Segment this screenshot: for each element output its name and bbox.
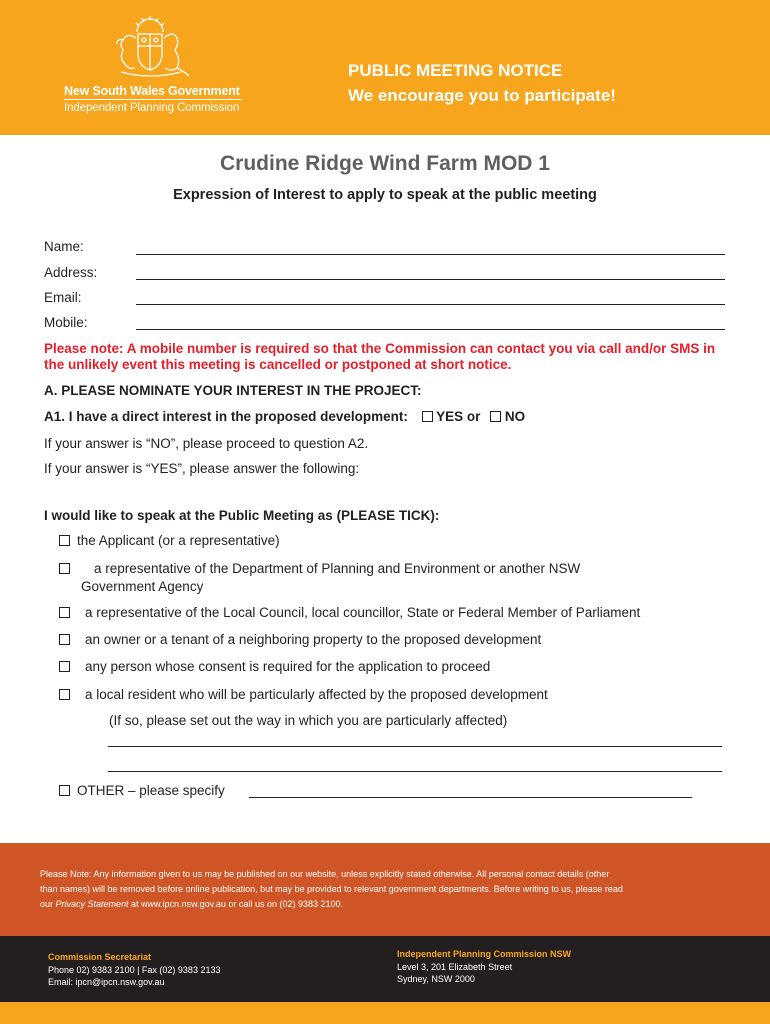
- consent-checkbox[interactable]: [59, 661, 70, 672]
- address-field[interactable]: [136, 279, 725, 280]
- if-yes-instruction: If your answer is “YES”, please answer the following:: [44, 461, 360, 476]
- notice-title: PUBLIC MEETING NOTICE: [348, 61, 563, 80]
- privacy-statement-link[interactable]: Privacy Statement: [55, 899, 129, 909]
- document-title: Crudine Ridge Wind Farm MOD 1: [220, 152, 550, 175]
- footer-address-line-1: Level 3, 201 Elizabeth Street: [397, 961, 513, 972]
- option-applicant: the Applicant (or a representative): [77, 533, 280, 548]
- option-resident: a local resident who will be particularly affected by the proposed development: [85, 687, 548, 702]
- bottom-bar: [0, 1002, 770, 1024]
- footer-address: [397, 948, 571, 986]
- footer-email[interactable]: Email: ipcn@ipcn.nsw.gov.au: [48, 977, 165, 987]
- resident-checkbox[interactable]: [59, 689, 70, 700]
- address-label: Address:: [44, 265, 98, 280]
- privacy-notice: [40, 867, 730, 912]
- privacy-line-3: [40, 897, 730, 912]
- applicant-checkbox[interactable]: [59, 535, 70, 546]
- name-label: Name:: [44, 239, 84, 254]
- name-field[interactable]: [136, 254, 725, 255]
- department-checkbox[interactable]: [59, 563, 70, 574]
- council-checkbox[interactable]: [59, 607, 70, 618]
- privacy-line-3-suffix: at www.ipcn.nsw.gov.au or call us on (02) 9383 2100.: [128, 899, 344, 909]
- option-council: a representative of the Local Council, local councillor, State or Federal Member of Parliament: [85, 605, 641, 620]
- resident-detail-line-1[interactable]: [108, 746, 722, 747]
- mobile-label: Mobile:: [44, 315, 88, 330]
- notice-subtitle: We encourage you to participate!: [348, 86, 616, 105]
- no-checkbox[interactable]: [490, 411, 501, 422]
- mobile-field[interactable]: [136, 329, 725, 330]
- document-subtitle: Expression of Interest to apply to speak at the public meeting: [173, 187, 597, 203]
- footer-secretariat-heading: Commission Secretariat: [48, 952, 152, 962]
- other-checkbox[interactable]: [59, 785, 70, 796]
- section-a-heading: A. PLEASE NOMINATE YOUR INTEREST IN THE PROJECT:: [44, 383, 422, 398]
- neighbor-checkbox[interactable]: [59, 634, 70, 645]
- resident-instruction: (If so, please set out the way in which you are particularly affected): [109, 713, 508, 728]
- option-department-cont: Government Agency: [81, 579, 204, 594]
- option-neighbor: an owner or a tenant of a neighboring property to the proposed development: [85, 632, 542, 647]
- speak-as-heading: I would like to speak at the Public Meeting as (PLEASE TICK):: [44, 508, 440, 523]
- resident-detail-line-2[interactable]: [108, 771, 722, 772]
- email-label: Email:: [44, 290, 82, 305]
- email-field[interactable]: [136, 304, 725, 305]
- option-department: a representative of the Department of Planning and Environment or another NSW: [94, 561, 581, 576]
- footer-secretariat: [48, 951, 220, 989]
- footer-address-heading: Independent Planning Commission NSW: [397, 949, 572, 959]
- footer-phone: Phone 02) 9383 2100 | Fax (02) 9383 2133: [48, 964, 221, 975]
- privacy-line-2: than names) will be removed before online publication, but may be provided to relevant government departments. Before writing to us, please read: [40, 884, 623, 894]
- nsw-coat-of-arms-logo: [105, 14, 195, 80]
- if-no-instruction: If your answer is “NO”, please proceed to question A2.: [44, 436, 369, 451]
- org-division: Independent Planning Commission: [64, 102, 240, 114]
- yes-label: YES or: [436, 409, 481, 424]
- privacy-line-1: Please Note: Any information given to us may be published on our website, unless explicitly stated otherwise. All personal contact details (other: [40, 869, 610, 879]
- header-banner: [0, 0, 770, 135]
- org-logo-text: [64, 84, 242, 115]
- yes-checkbox[interactable]: [422, 411, 433, 422]
- no-label: NO: [504, 409, 526, 424]
- privacy-line-3-prefix: our: [40, 899, 56, 909]
- footer-address-line-2: Sydney, NSW 2000: [397, 974, 475, 984]
- option-other: OTHER – please specify: [77, 783, 225, 798]
- logo-divider: [64, 99, 242, 100]
- footer: [0, 936, 770, 1002]
- question-a1: [44, 409, 525, 425]
- option-consent: any person whose consent is required for the application to proceed: [85, 659, 491, 674]
- org-name: New South Wales Government: [64, 84, 240, 98]
- mobile-required-note: Please note: A mobile number is required so that the Commission can contact you via call and/or SMS in the unlikely event this meeting is cancelled or postponed at short notice.: [44, 341, 716, 372]
- question-a1-text: A1. I have a direct interest in the proposed development:: [44, 409, 408, 424]
- other-specify-line[interactable]: [249, 797, 692, 798]
